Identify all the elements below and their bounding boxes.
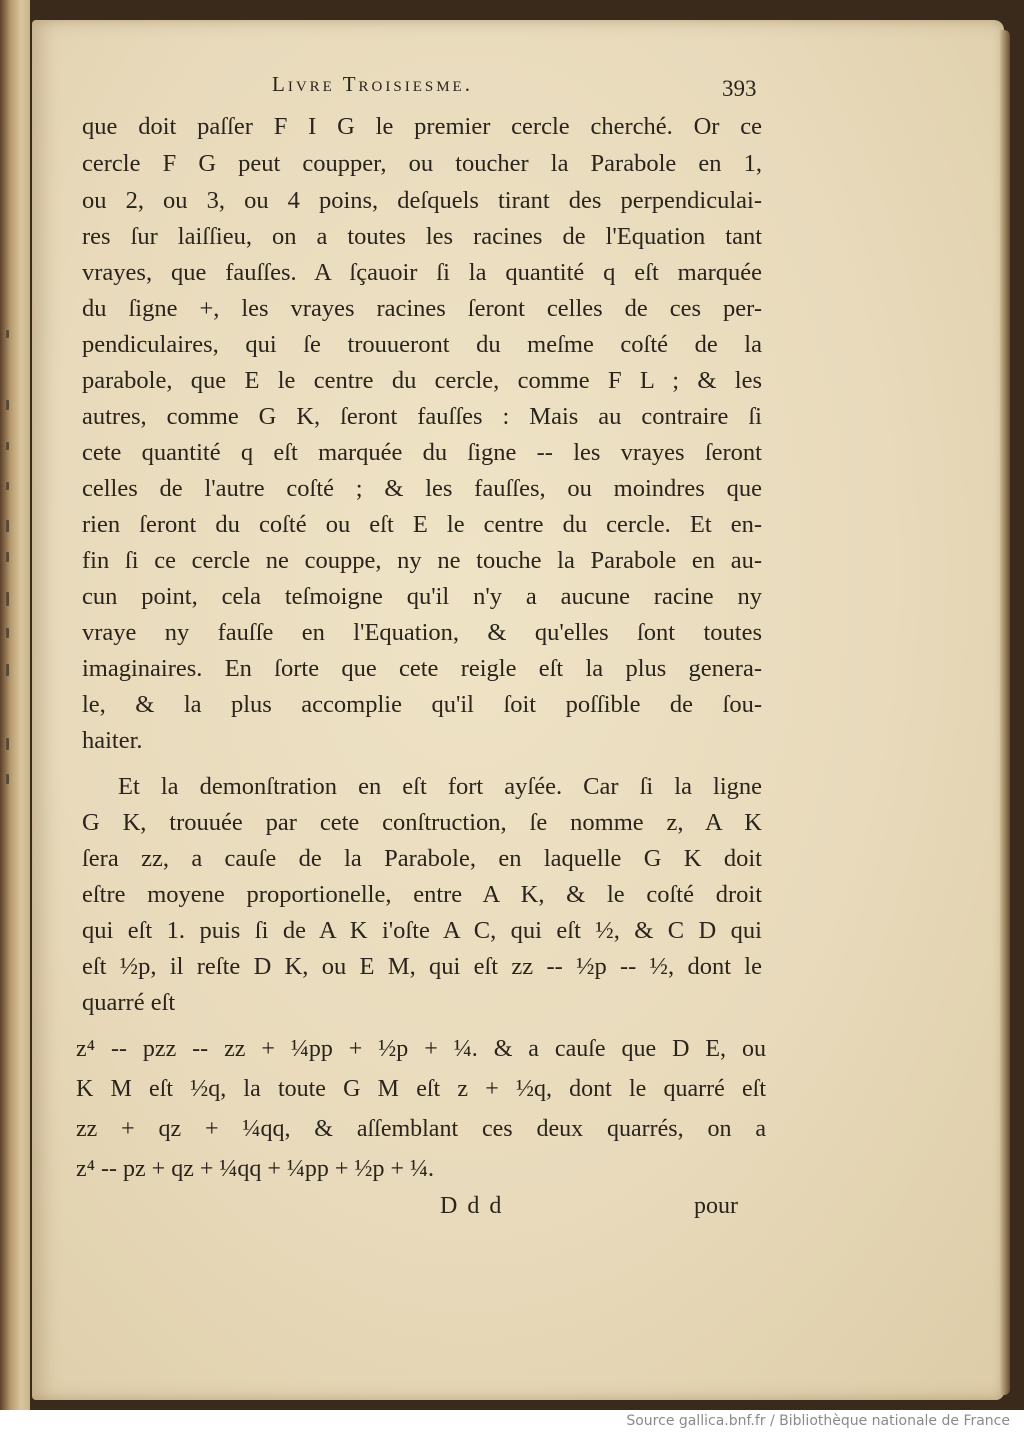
text-line: quarré eſt [82, 989, 176, 1016]
signature-mark: D d d [440, 1193, 504, 1219]
formula-line: K M eſt ½q, la toute G M eſt z + ½q, dont le quarré eſt [76, 1076, 766, 1102]
source-credit: Source gallica.bnf.fr / Bibliothèque nationale de France [626, 1413, 1010, 1429]
formula-line: z⁴ -- pz + qz + ¼qq + ¼pp + ½p + ¼. [76, 1156, 434, 1182]
text-line: qui eſt 1. puis ſi de A K i'oſte A C, qui eſt ½, & C D qui [82, 917, 762, 944]
text-line: cete quantité q eſt marquée du ſigne -- les vrayes ſeront [82, 439, 762, 466]
text-line: cercle F G peut coupper, ou toucher la Parabole en 1, [82, 150, 762, 177]
page-number: 393 [722, 76, 757, 101]
text-line: res ſur laiſſieu, on a toutes les racines de l'Equation tant [82, 223, 762, 250]
running-head: Livre Troisiesme. [272, 72, 473, 96]
text-line: celles de l'autre coſté ; & les fauſſes, ou moindres que [82, 475, 762, 502]
text-line: autres, comme G K, ſeront fauſſes : Mais au contraire ſi [82, 403, 762, 430]
text-line: ſera zz, a cauſe de la Parabole, en laquelle G K doit [82, 845, 762, 872]
text-line: du ſigne +, les vrayes racines ſeront celles de ces per- [82, 295, 762, 322]
text-line: eſt ½p, il reſte D K, ou E M, qui eſt zz -- ½p -- ½, dont le [82, 953, 762, 980]
text-line: que doit paſſer F I G le premier cercle cherché. Or ce [82, 113, 762, 140]
catchword: pour [694, 1193, 738, 1219]
facing-page-text-fragments [0, 0, 22, 1410]
text-line: vrayes, que fauſſes. A ſçauoir ſi la quantité q eſt marquée [82, 259, 762, 286]
text-line: ou 2, ou 3, ou 4 poins, deſquels tirant des perpendiculai- [82, 187, 762, 214]
text-line: vraye ny fauſſe en l'Equation, & qu'elles ſont toutes [82, 619, 762, 646]
text-line: G K, trouuée par cete conſtruction, ſe nomme z, A K [82, 809, 762, 836]
text-line: le, & la plus accomplie qu'il ſoit poſſible de ſou- [82, 691, 762, 718]
text-line: parabole, que E le centre du cercle, comme F L ; & les [82, 367, 762, 394]
paragraph-first-line: Et la demonſtration en eſt fort ayſée. Car ſi la ligne [118, 773, 762, 800]
text-line: fin ſi ce cercle ne couppe, ny ne touche la Parabole en au- [82, 547, 762, 574]
text-line: eſtre moyene proportionelle, entre A K, & le coſté droit [82, 881, 762, 908]
text-line: pendiculaires, qui ſe trouueront du meſme coſté de la [82, 331, 762, 358]
text-line: haiter. [82, 727, 143, 754]
text-line: rien ſeront du coſté ou eſt E le centre du cercle. Et en- [82, 511, 762, 538]
formula-line: z⁴ -- pzz -- zz + ¼pp + ½p + ¼. & a cauſe que D E, ou [76, 1036, 766, 1062]
page-right-edge [1000, 30, 1010, 1395]
formula-line: zz + qz + ¼qq, & aſſemblant ces deux quarrés, on a [76, 1116, 766, 1142]
text-line: cun point, cela teſmoigne qu'il n'y a aucune racine ny [82, 583, 762, 610]
text-line: imaginaires. En ſorte que cete reigle eſt la plus genera- [82, 655, 762, 682]
